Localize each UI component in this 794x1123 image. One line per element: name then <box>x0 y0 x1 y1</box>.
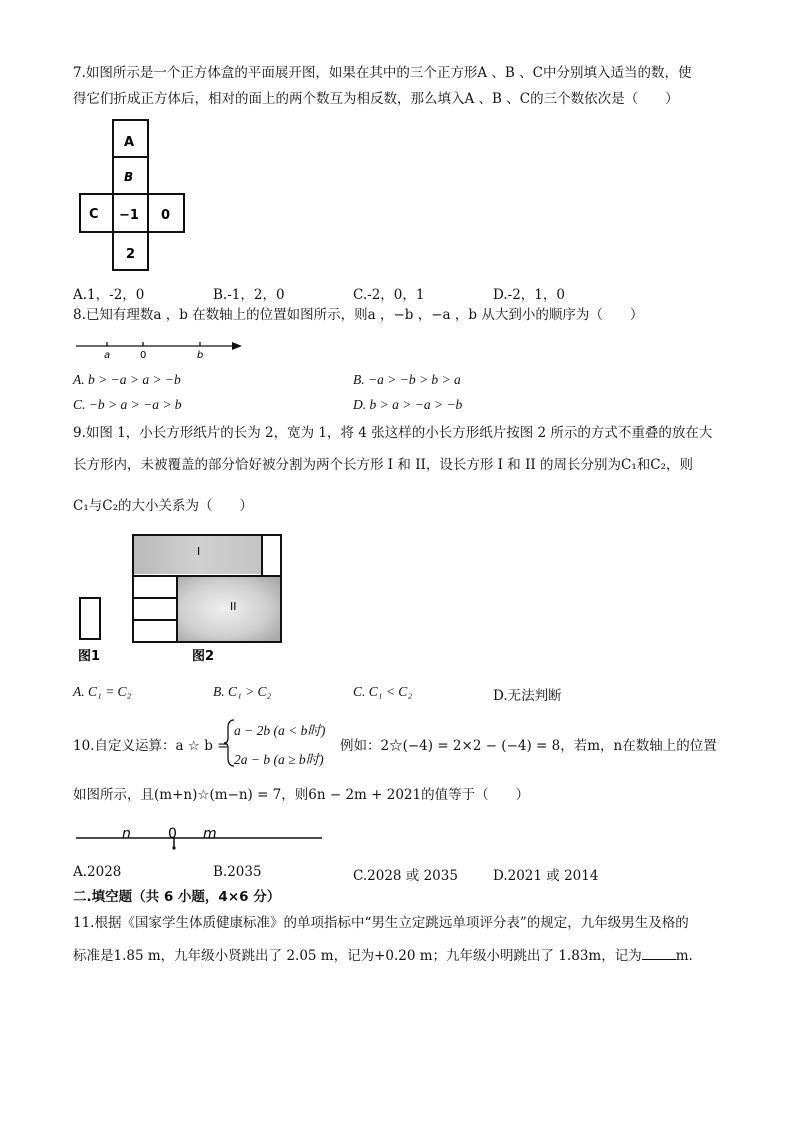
q8-option-b[interactable]: B. −a > −b > b > a <box>353 372 461 387</box>
q9-option-d[interactable]: D.无法判断 <box>493 688 562 704</box>
q9-fig2-label: 图2 <box>192 649 215 664</box>
q10-stem-line2: 如图所示，且(m+n)☆(m−n) = 7，则6n − 2m + 2021的值等于（ ） <box>73 787 530 803</box>
q9-stem-line1: 9.如图 1，小长方形纸片的长为 2，宽为 1，将 4 张这样的小长方形纸片按图 2 所示的方式不重叠的放在大 <box>73 425 713 441</box>
q11-stem-line1: 11.根据《国家学生体质健康标准》的单项指标中“男生立定跳远单项评分表”的规定，九年级男生及格的 <box>73 915 689 931</box>
q7-option-d[interactable]: D.-2，1，0 <box>493 287 565 303</box>
q9-option-c[interactable]: C. C₁ < C₂ <box>353 684 413 699</box>
q7-cube-net-figure <box>78 118 188 274</box>
q8-axis-label-zero: 0 <box>140 350 147 361</box>
q11-unit: m. <box>675 948 693 964</box>
q10-option-b[interactable]: B.2035 <box>213 864 262 880</box>
q10-case-1: a − 2b (a < b时) <box>234 723 326 738</box>
q9-option-b[interactable]: B. C₁ > C₂ <box>213 684 272 699</box>
q9-option-a[interactable]: A. C₁ = C₂ <box>73 684 132 699</box>
q7-net-label-two: 2 <box>126 247 136 262</box>
q9-rect-ii <box>178 577 280 641</box>
q9-stem-line2: 长方形内，未被覆盖的部分恰好被分割为两个长方形 I 和 II，设长方形 I 和 II 的周长分别为C₁和C₂，则 <box>73 457 694 473</box>
section-fill-in-title: 二.填空题（共 6 小题，4×6 分） <box>73 889 281 905</box>
q10-axis-label-zero: 0 <box>168 826 177 842</box>
q9-figures <box>76 530 292 666</box>
q10-axis-label-m: m <box>203 826 217 842</box>
q10-option-d[interactable]: D.2021 或 2014 <box>493 868 599 884</box>
q8-stem: 8.已知有理数a ，b 在数轴上的位置如图所示，则a ，−b ，−a ，b 从大到小的顺序为（ ） <box>73 307 644 323</box>
q9-fig1-small-rect <box>80 598 100 639</box>
q7-stem-line1: 7.如图所示是一个正方体盒的平面展开图，如果在其中的三个正方形A 、B 、C中分别填入适当的数，使 <box>73 65 692 81</box>
q7-net-label-minus1: −1 <box>119 208 139 223</box>
q10-option-c[interactable]: C.2028 或 2035 <box>353 868 458 884</box>
q8-axis-label-b: b <box>197 350 204 361</box>
q8-option-a[interactable]: A. b > −a > a > −b <box>73 372 181 387</box>
q7-net-label-b: B <box>124 170 134 184</box>
q10-axis-label-n: n <box>122 826 131 842</box>
q8-number-line <box>74 336 246 362</box>
q11-stem-line2 <box>73 945 693 966</box>
q10-stem-prefix: 10.自定义运算：a ☆ b = <box>73 738 229 754</box>
q7-stem-line2: 得它们折成正方体后，相对的面上的两个数互为相反数，那么填入A 、B 、C的三个数依次是（ ） <box>73 91 679 107</box>
q8-option-c[interactable]: C. −b > a > −a > b <box>73 397 182 412</box>
q8-axis-label-a: a <box>104 350 111 361</box>
q10-option-a[interactable]: A.2028 <box>73 864 122 880</box>
q10-stem-suffix: 例如：2☆(−4) = 2×2 − (−4) = 8，若m，n在数轴上的位置 <box>340 738 717 754</box>
q8-option-d[interactable]: D. b > a > −a > −b <box>353 397 463 412</box>
q7-option-c[interactable]: C.-2，0，1 <box>353 287 425 303</box>
q9-rect-i-label: I <box>197 545 201 558</box>
q7-net-label-c: C <box>89 207 99 222</box>
q9-fig1-label: 图1 <box>78 649 101 664</box>
q7-net-label-zero: 0 <box>161 208 171 223</box>
q11-stem-line2-text: 标准是1.85 m，九年级小贤跳出了 2.05 m，记为+0.20 m；九年级小明跳出了 1.83m，记为 <box>73 948 642 964</box>
q7-option-b[interactable]: B.-1，2，0 <box>213 287 285 303</box>
q10-number-line <box>74 826 326 852</box>
q9-stem-line3: C₁与C₂的大小关系为（ ） <box>73 498 253 514</box>
q10-case-2: 2a − b (a ≥ b时) <box>234 752 324 767</box>
q11-answer-blank[interactable] <box>642 945 676 960</box>
q7-option-a[interactable]: A.1，-2，0 <box>73 287 145 303</box>
q9-rect-ii-label: II <box>230 600 237 613</box>
q7-net-label-a: A <box>124 135 135 150</box>
